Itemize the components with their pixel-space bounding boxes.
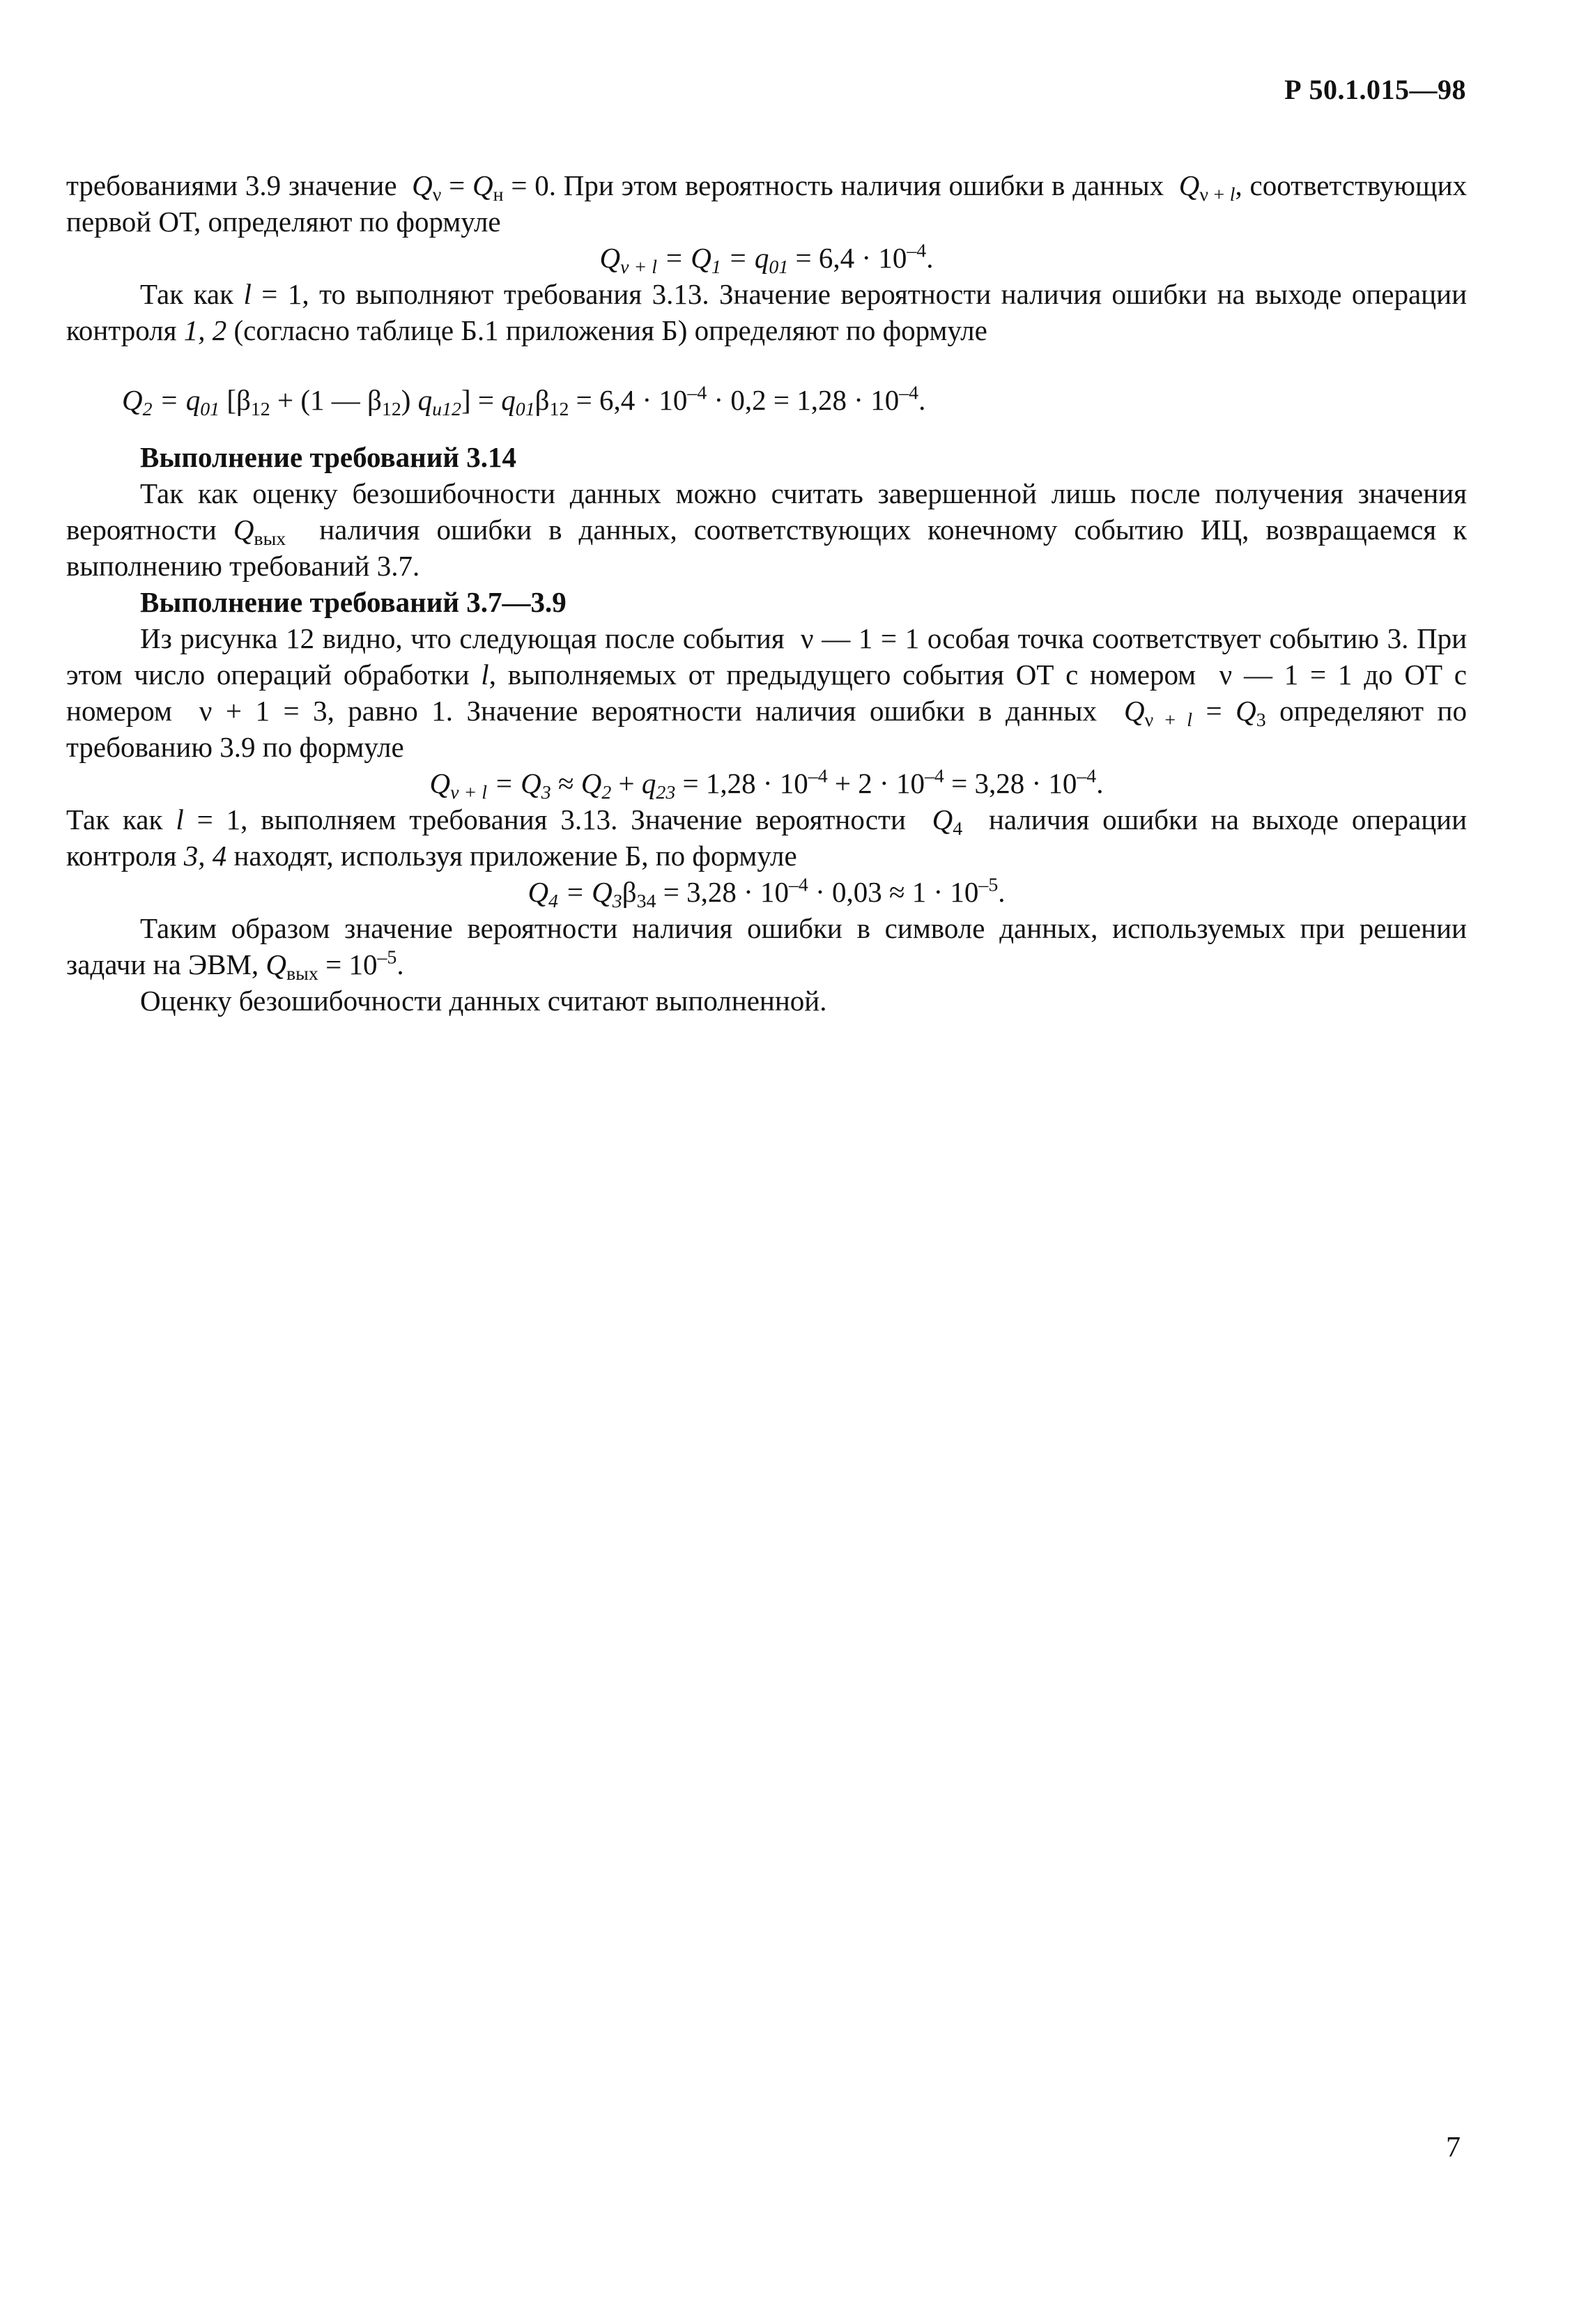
formula: $Q_2 = q_{01}$ [$\beta_{12} + (1$ — $\beta_{12}$) $q_{и12}] = q_{01}\beta_{12} = 6,4 \cdot 10^{-4} \cdot 0,2 = 1,28 \cdot 10^{-4}$. (122, 382, 926, 420)
paragraph: Оценку безошибочности данных считают выполненной. (140, 985, 827, 1017)
formula: $Q_{\nu + l} = Q_3 \approx Q_2 + q_{23} = 1,28 \cdot 10^{-4} + 2 \cdot 10^{-4} = 3,28 \cdot 10^{-4}$. (429, 765, 1104, 803)
paragraph: Так как оценку безошибочности данных можно считать завершенной лишь после получения значения вероятности $Q_{вых}$ наличия ошибки в данных, соответствующих конечному событию ИЦ, возвращаемся к выполнению требований 3.7. (66, 477, 1468, 582)
paragraph: Так как l = 1, выполняем требования 3.13. Значение вероятности $Q_4$ наличия ошибки на выходе операции контроля 3, 4 находят, используя приложение Б, по формуле (66, 803, 1468, 872)
page-body (66, 167, 1467, 1019)
paragraph: Из рисунка 12 видно, что следующая после события ν — 1 = 1 особая точка соответствует событию 3. При этом число операций обработки l, выполняемых от предыдущего события ОТ с номером ν — 1 = 1 до ОТ с номером ν + 1 = 3, равно 1. Значение вероятности наличия ошибки в данных $Q_{\nu + l} = Q_3$ определяют по требованию 3.9 по формуле (66, 622, 1468, 763)
paragraph: требованиями 3.9 значение $Q_\nu = Q_н = 0$. При этом вероятность наличия ошибки в данных $Q_{\nu + l}$, соответствующих первой ОТ, определяют по формуле (66, 169, 1468, 238)
page-number: 7 (1446, 2132, 1461, 2164)
document-code: Р 50.1.015—98 (1284, 74, 1466, 105)
formula: $Q_{\nu + l} = Q_1 = q_{01} = 6,4 \cdot 10^{-4}$. (599, 240, 934, 278)
paragraph: Таким образом значение вероятности наличия ошибки в символе данных, используемых при решении задачи на ЭВМ, $Q_{вых} = 10^{-5}$. (66, 912, 1467, 985)
paragraph: Так как l = 1, то выполняют требования 3.13. Значение вероятности наличия ошибки на выходе операции контроля 1, 2 (согласно таблице Б.1 приложения Б) определяют по формуле (66, 278, 1468, 346)
section-heading: Выполнение требований 3.7—3.9 (140, 586, 567, 618)
section-heading: Выполнение требований 3.14 (140, 441, 517, 473)
formula: $Q_4 = Q_3\beta_{34} = 3,28 \cdot 10^{-4} \cdot 0,03 \approx 1 \cdot 10^{-5}$. (528, 874, 1006, 912)
